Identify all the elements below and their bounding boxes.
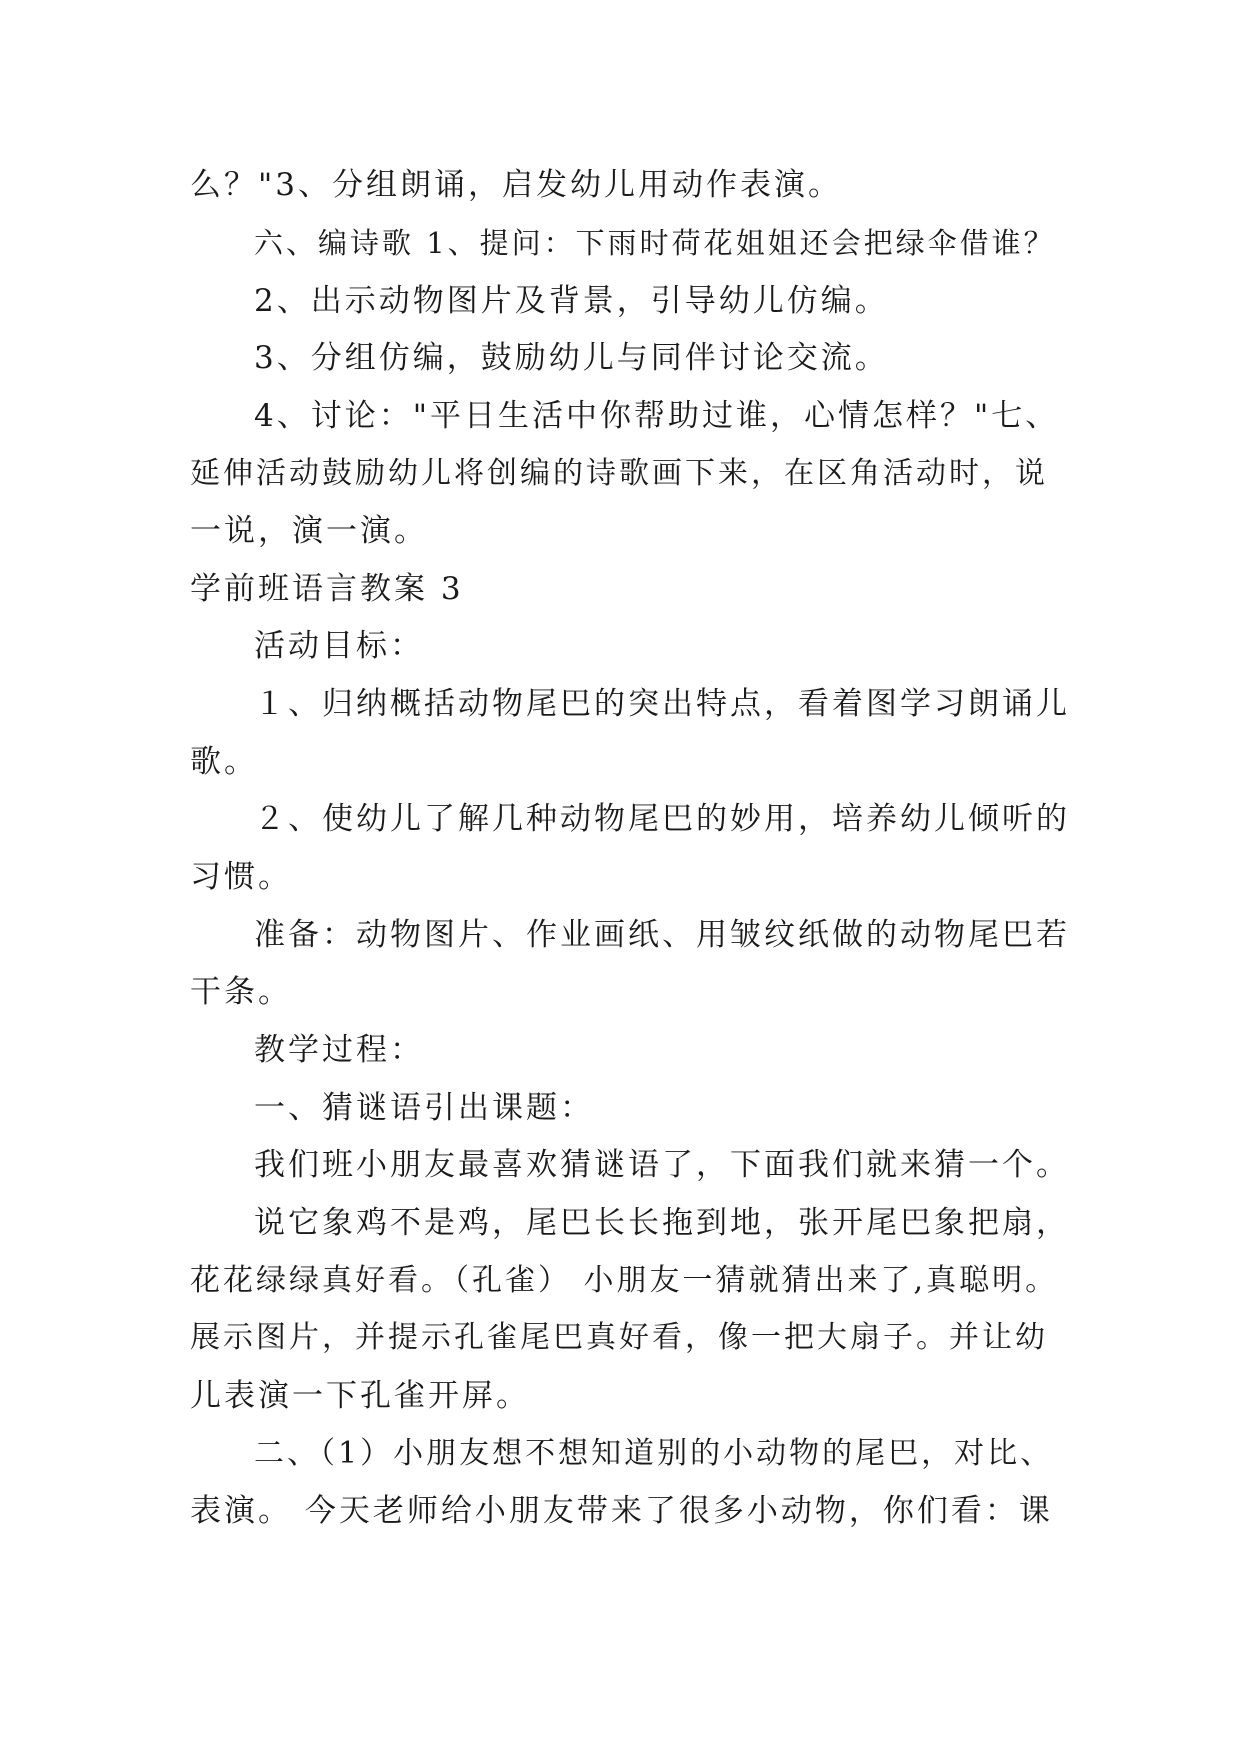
- text-line-4: 3、分组仿编，鼓励幼儿与同伴讨论交流。: [254, 340, 889, 376]
- text-line-21: 展示图片，并提示孔雀尾巴真好看，像一把大扇子。并让幼: [190, 1320, 1048, 1355]
- text-line-10: １、归纳概括动物尾巴的突出特点，看着图学习朗诵儿: [254, 686, 1070, 722]
- text-line-6: 延伸活动鼓励幼儿将创编的诗歌画下来，在区角活动时，说: [190, 456, 1048, 491]
- text-line-2: 六、编诗歌 1、提问：下雨时荷花姐姐还会把绿伞借谁？: [254, 226, 1056, 260]
- text-line-22: 儿表演一下孔雀开屏。: [190, 1378, 530, 1414]
- text-line-17: 一、猜谜语引出课题：: [254, 1090, 594, 1126]
- text-line-7: 一说，演一演。: [190, 513, 428, 549]
- text-line-19: 说它象鸡不是鸡，尾巴长长拖到地，张开尾巴象把扇，: [254, 1205, 1070, 1241]
- text-line-11: 歌。: [190, 744, 258, 780]
- text-line-3: 2、出示动物图片及背景，引导幼儿仿编。: [254, 283, 889, 319]
- text-line-20: 花花绿绿真好看。（孔雀） 小朋友一猜就猜出来了,真聪明。: [190, 1263, 1059, 1298]
- text-line-15: 干条。: [190, 974, 292, 1010]
- text-line-9: 活动目标：: [254, 628, 424, 664]
- text-line-18: 我们班小朋友最喜欢猜谜语了，下面我们就来猜一个。: [254, 1147, 1070, 1183]
- text-line-14: 准备：动物图片、作业画纸、用皱纹纸做的动物尾巴若: [254, 917, 1070, 953]
- text-line-1: 么？"3、分组朗诵，启发幼儿用动作表演。: [190, 167, 842, 203]
- text-line-24: 表演。 今天老师给小朋友带来了很多小动物，你们看：课: [190, 1493, 1053, 1529]
- text-line-5: 4、讨论："平日生活中你帮助过谁，心情怎样？"七、: [254, 398, 1060, 434]
- section-heading: 学前班语言教案 3: [190, 571, 464, 607]
- text-line-13: 习惯。: [190, 859, 292, 895]
- text-line-23: 二、（1）小朋友想不想知道别的小动物的尾巴，对比、: [254, 1436, 1054, 1471]
- text-line-16: 教学过程：: [254, 1032, 424, 1068]
- text-line-12: ２、使幼儿了解几种动物尾巴的妙用，培养幼儿倾听的: [254, 801, 1070, 837]
